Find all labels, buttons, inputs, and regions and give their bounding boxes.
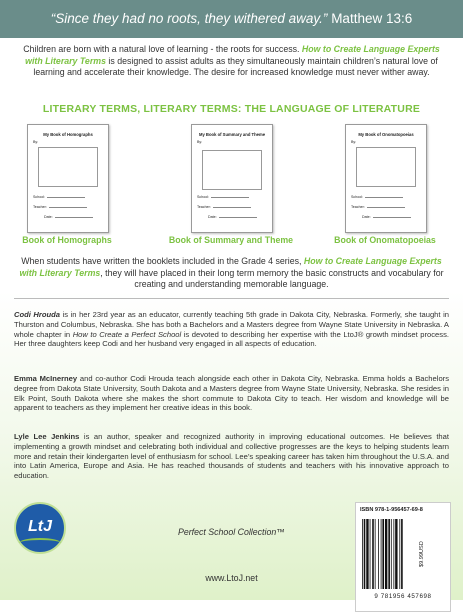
- intro-text-2: is designed to assist adults as they simultaneously maintain children’s natural love of learning and accelerate their knowledge. The desire for increased knowledge must never wither away.: [33, 55, 438, 78]
- booklet-cover-title: My Book of Homographs: [43, 132, 93, 137]
- booklet-cover-title: My Book of Summary and Theme: [198, 132, 266, 137]
- outro-paragraph: [14, 256, 449, 291]
- booklet-by-label: By:: [33, 140, 39, 144]
- caption-homographs: Book of Homographs: [22, 235, 112, 245]
- booklet-date-line: Date:: [208, 215, 257, 219]
- booklet-school-line: School:: [197, 195, 249, 199]
- bio-text: is in her 23rd year as an educator, currently teaching 5th grade in Dakota City, Nebraska. Formerly, she taught in Thurston and Columbus, Nebraska. She has both a Bachelors and a Masters degree from Wayne State University in Nebraska. A whole chapter in: [14, 310, 449, 339]
- quote-banner: [0, 0, 463, 38]
- booklet-date-line: Date:: [44, 215, 93, 219]
- bio-book-title: How to Create a Perfect School: [72, 329, 182, 339]
- intro-text-1: Children are born with a natural love of learning - the roots for success.: [23, 44, 300, 54]
- booklet-onomatopoeias: [345, 124, 427, 233]
- intro-paragraph: [14, 44, 449, 79]
- booklet-cover-title: My Book of Onomatopoeias: [358, 132, 414, 137]
- website: www.LtoJ.net: [205, 573, 258, 583]
- bio-text: and co-author Codi Hrouda teach alongside each other in Dakota City, Nebraska. Emma holds a Bachelors degree from Dakota State University, South Dakota and a Masters degree from Wayne State University, Nebraska. She resides in Elk Point, South Dakota where she makes the short commute to Dakota City to teach. Her wisdom and knowledge will be apparent to teachers as they implement her creative ideas in this book.: [14, 374, 449, 413]
- booklet-teacher-line: Teacher:: [197, 205, 251, 209]
- booklet-drawing-box: [202, 150, 262, 190]
- booklet-teacher-line: Teacher:: [33, 205, 87, 209]
- intro-book-title: How to Create Language Experts with Literary Terms: [25, 44, 440, 66]
- bible-quote: “Since they had no roots, they withered away.”: [50, 11, 328, 26]
- bio-text: is an author, speaker and recognized authority in improving educational outcomes. He believes that implementing a growth mindset and celebrating both individual and collective progresses are the keys to helping students learn more and retain their kindergarten level of enthusiasm for school. Lee’s speaking career has taken him throughout the U.S.A. and into Latin America, Europe and Asia. He has reached thousands of students and teachers with his innovative approach to education.: [14, 432, 449, 481]
- section-heading: LITERARY TERMS, LITERARY TERMS: THE LANGUAGE OF LITERATURE: [42, 103, 421, 115]
- logo-text: LtJ: [28, 518, 52, 535]
- divider: [14, 298, 449, 299]
- bible-reference: Matthew 13:6: [331, 11, 413, 26]
- caption-onomatopoeias: Book of Onomatopoeias: [334, 235, 436, 245]
- booklet-teacher-line: Teacher:: [351, 205, 405, 209]
- booklet-by-label: By:: [351, 140, 357, 144]
- collection-name: Perfect School Collection™: [177, 527, 286, 537]
- booklet-by-label: By:: [197, 140, 203, 144]
- booklet-summary-theme: [191, 124, 273, 233]
- outro-text-2: , they will have placed in their long term memory the basic constructs and vocabulary for creating and understanding memorable language.: [100, 267, 444, 290]
- outro-text-1: When students have written the booklets included in the Grade 4 series,: [21, 256, 302, 266]
- bio-lyle-lee-jenkins: [14, 432, 449, 481]
- bio-text: is devoted to describing her expertise with the LtoJ® growth mindset process. Her three daughters keep Codi and her husband very engaged in all aspects of education.: [14, 329, 449, 349]
- ean-number: 9 781956 457698: [374, 593, 432, 600]
- outro-book-title: How to Create Language Experts with Literary Terms: [19, 256, 442, 278]
- back-cover-content: [0, 38, 463, 600]
- author-name: Lyle Lee Jenkins: [14, 432, 80, 441]
- caption-summary-theme: Book of Summary and Theme: [168, 235, 294, 245]
- booklet-homographs: [27, 124, 109, 233]
- booklet-drawing-box: [38, 147, 98, 187]
- author-name: Codi Hrouda: [14, 310, 61, 319]
- price-text: $9.99USD: [419, 541, 425, 567]
- logo-swoosh-icon: [19, 538, 61, 548]
- author-name: Emma McInerney: [14, 374, 78, 383]
- isbn-text: ISBN 978-1-956457-69-8: [360, 507, 423, 513]
- barcode-block: [355, 502, 451, 612]
- booklet-drawing-box: [356, 147, 416, 187]
- barcode-bars-icon: [362, 519, 414, 589]
- booklet-school-line: School:: [351, 195, 403, 199]
- booklet-date-line: Date:: [362, 215, 411, 219]
- bio-codi-hrouda: [14, 310, 449, 349]
- booklet-school-line: School:: [33, 195, 85, 199]
- bio-emma-mcinerney: [14, 374, 449, 413]
